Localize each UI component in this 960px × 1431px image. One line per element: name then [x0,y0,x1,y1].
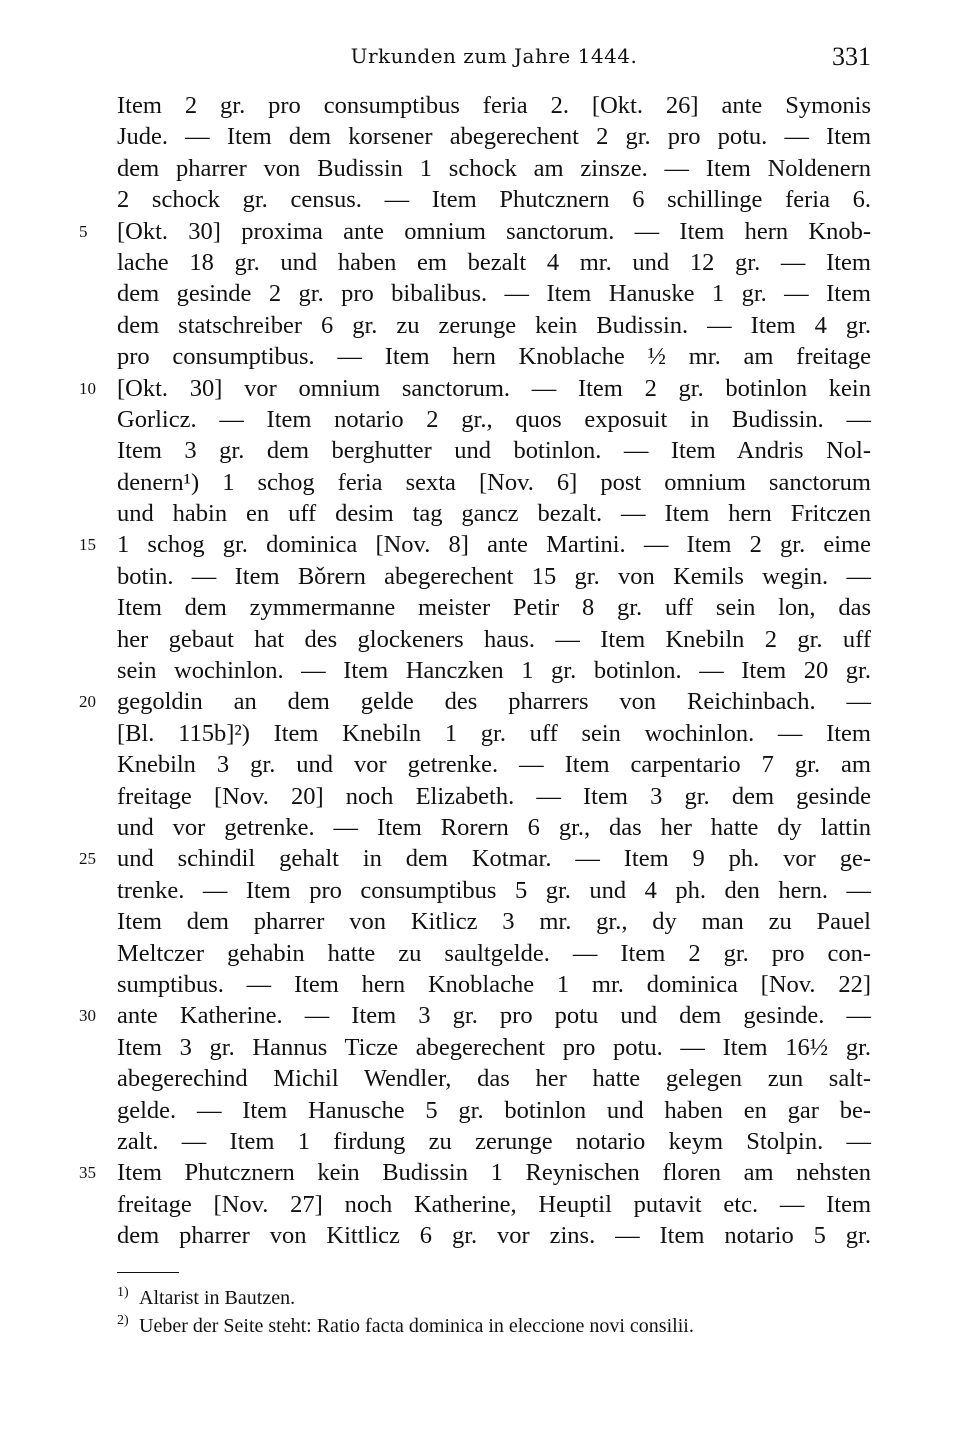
text-line [117,906,871,937]
body-text [79,90,871,1251]
text-line [117,310,871,341]
line-text: dem pharrer von Budissin 1 schock am zinsze. — Item Noldenern [117,154,871,182]
line-number: 10 [79,378,96,398]
footnote: 2) Ueber der Seite steht: Ratio facta dominica in eleccione novi consilii. [117,1312,871,1340]
line-text: her gebaut hat des glockeners haus. — Item Knebiln 2 gr. uff [117,625,871,653]
text-line [117,624,871,655]
line-text: zalt. — Item 1 firdung zu zerunge notario keym Stolpin. — [117,1127,871,1155]
footnote: 1) Altarist in Bautzen. [117,1284,871,1312]
text-line [117,1032,871,1063]
text-line [79,216,871,247]
line-text: freitage [Nov. 27] noch Katherine, Heuptil putavit etc. — Item [117,1190,871,1218]
text-line [117,969,871,1000]
text-line [117,1095,871,1126]
line-number: 25 [79,849,96,869]
line-text: lache 18 gr. und haben em bezalt 4 mr. und 12 gr. — Item [117,248,871,276]
line-number: 5 [79,221,88,241]
line-text: sumptibus. — Item hern Knoblache 1 mr. dominica [Nov. 22] [117,970,871,998]
line-text: denern¹) 1 schog feria sexta [Nov. 6] post omnium sanctorum [117,468,871,496]
line-text: gegoldin an dem gelde des pharrers von Reichinbach. — [117,688,871,716]
text-line [117,341,871,372]
line-text: Item 3 gr. Hannus Ticze abegerechent pro potu. — Item 16½ gr. [117,1033,871,1061]
text-line [79,686,871,717]
line-text: und schindil gehalt in dem Kotmar. — Item 9 ph. vor ge- [117,845,871,873]
text-line [79,843,871,874]
text-line [79,1000,871,1031]
line-text: pro consumptibus. — Item hern Knoblache ½ mr. am freitage [117,343,871,371]
text-line [79,1157,871,1188]
text-line [117,153,871,184]
line-text: 2 schock gr. census. — Item Phutcznern 6 schillinge feria 6. [117,186,871,214]
line-text: [Okt. 30] proxima ante omnium sanctorum. — Item hern Knob- [117,217,871,245]
line-text: 1 schog gr. dominica [Nov. 8] ante Martini. — Item 2 gr. eime [117,531,871,559]
text-line [117,467,871,498]
line-text: und habin en uff desim tag gancz bezalt. — Item hern Fritczen [117,500,871,528]
line-text: Item dem pharrer von Kitlicz 3 mr. gr., dy man zu Pauel [117,908,871,936]
line-text: und vor getrenke. — Item Rorern 6 gr., das her hatte dy lattin [117,813,871,841]
text-line [117,1189,871,1220]
line-number: 15 [79,535,96,555]
text-line [117,592,871,623]
line-text: Item 3 gr. dem berghutter und botinlon. — Item Andris Nol- [117,437,871,465]
footnote-rule [117,1272,179,1273]
text-line [79,529,871,560]
line-text: Gorlicz. — Item notario 2 gr., quos exposuit in Budissin. — [117,405,871,433]
text-line [117,184,871,215]
line-text: dem statschreiber 6 gr. zu zerunge kein Budissin. — Item 4 gr. [117,311,871,339]
text-line [117,812,871,843]
line-text: Item Phutcznern kein Budissin 1 Reynischen floren am nehsten [117,1159,871,1187]
footnote-text: Altarist in Bautzen. [139,1287,296,1309]
line-text: Jude. — Item dem korsener abegerechent 2 gr. pro potu. — Item [117,123,871,151]
running-head [117,40,871,80]
text-line [117,278,871,309]
line-text: Knebiln 3 gr. und vor getrenke. — Item carpentario 7 gr. am [117,751,871,779]
text-line [117,938,871,969]
text-line [117,247,871,278]
text-line [79,373,871,404]
text-line [117,1126,871,1157]
line-text: ante Katherine. — Item 3 gr. pro potu und dem gesinde. — [117,1002,871,1030]
page-number: 331 [832,42,871,71]
line-text: Meltczer gehabin hatte zu saultgelde. — Item 2 gr. pro con- [117,939,871,967]
running-title: Urkunden zum Jahre 1444. [350,44,638,68]
text-line [117,875,871,906]
line-text: trenke. — Item pro consumptibus 5 gr. und 4 ph. den hern. — [117,876,871,904]
text-line [117,1220,871,1251]
line-text: [Okt. 30] vor omnium sanctorum. — Item 2 gr. botinlon kein [117,374,871,402]
line-text: gelde. — Item Hanusche 5 gr. botinlon und haben en gar be- [117,1096,871,1124]
footnote-text: Ueber der Seite steht: Ratio facta dominica in eleccione novi consilii. [139,1315,694,1337]
line-number: 35 [79,1163,96,1183]
line-text: sein wochinlon. — Item Hanczken 1 gr. botinlon. — Item 20 gr. [117,657,871,685]
line-text: abegerechind Michil Wendler, das her hatte gelegen zun salt- [117,1065,871,1093]
line-text: dem pharrer von Kittlicz 6 gr. vor zins. — Item notario 5 gr. [117,1222,871,1250]
text-line [117,718,871,749]
line-text: dem gesinde 2 gr. pro bibalibus. — Item Hanuske 1 gr. — Item [117,280,871,308]
text-line [117,781,871,812]
footnotes [117,1284,871,1340]
line-text: botin. — Item Bǒrern abegerechent 15 gr. von Kemils wegin. — [117,562,871,590]
text-line [117,435,871,466]
line-text: freitage [Nov. 20] noch Elizabeth. — Item 3 gr. dem gesinde [117,782,871,810]
text-line [117,749,871,780]
line-text: Item 2 gr. pro consumptibus feria 2. [Okt. 26] ante Symonis [117,92,871,119]
line-text: [Bl. 115b]²) Item Knebiln 1 gr. uff sein wochinlon. — Item [117,719,871,747]
text-line [117,561,871,592]
line-number: 20 [79,692,96,712]
text-line [117,90,871,121]
line-number: 30 [79,1006,96,1026]
text-line [117,498,871,529]
text-line [117,655,871,686]
text-line [117,1063,871,1094]
line-text: Item dem zymmermanne meister Petir 8 gr. uff sein lon, das [117,594,871,622]
text-line [117,404,871,435]
text-line [117,121,871,152]
